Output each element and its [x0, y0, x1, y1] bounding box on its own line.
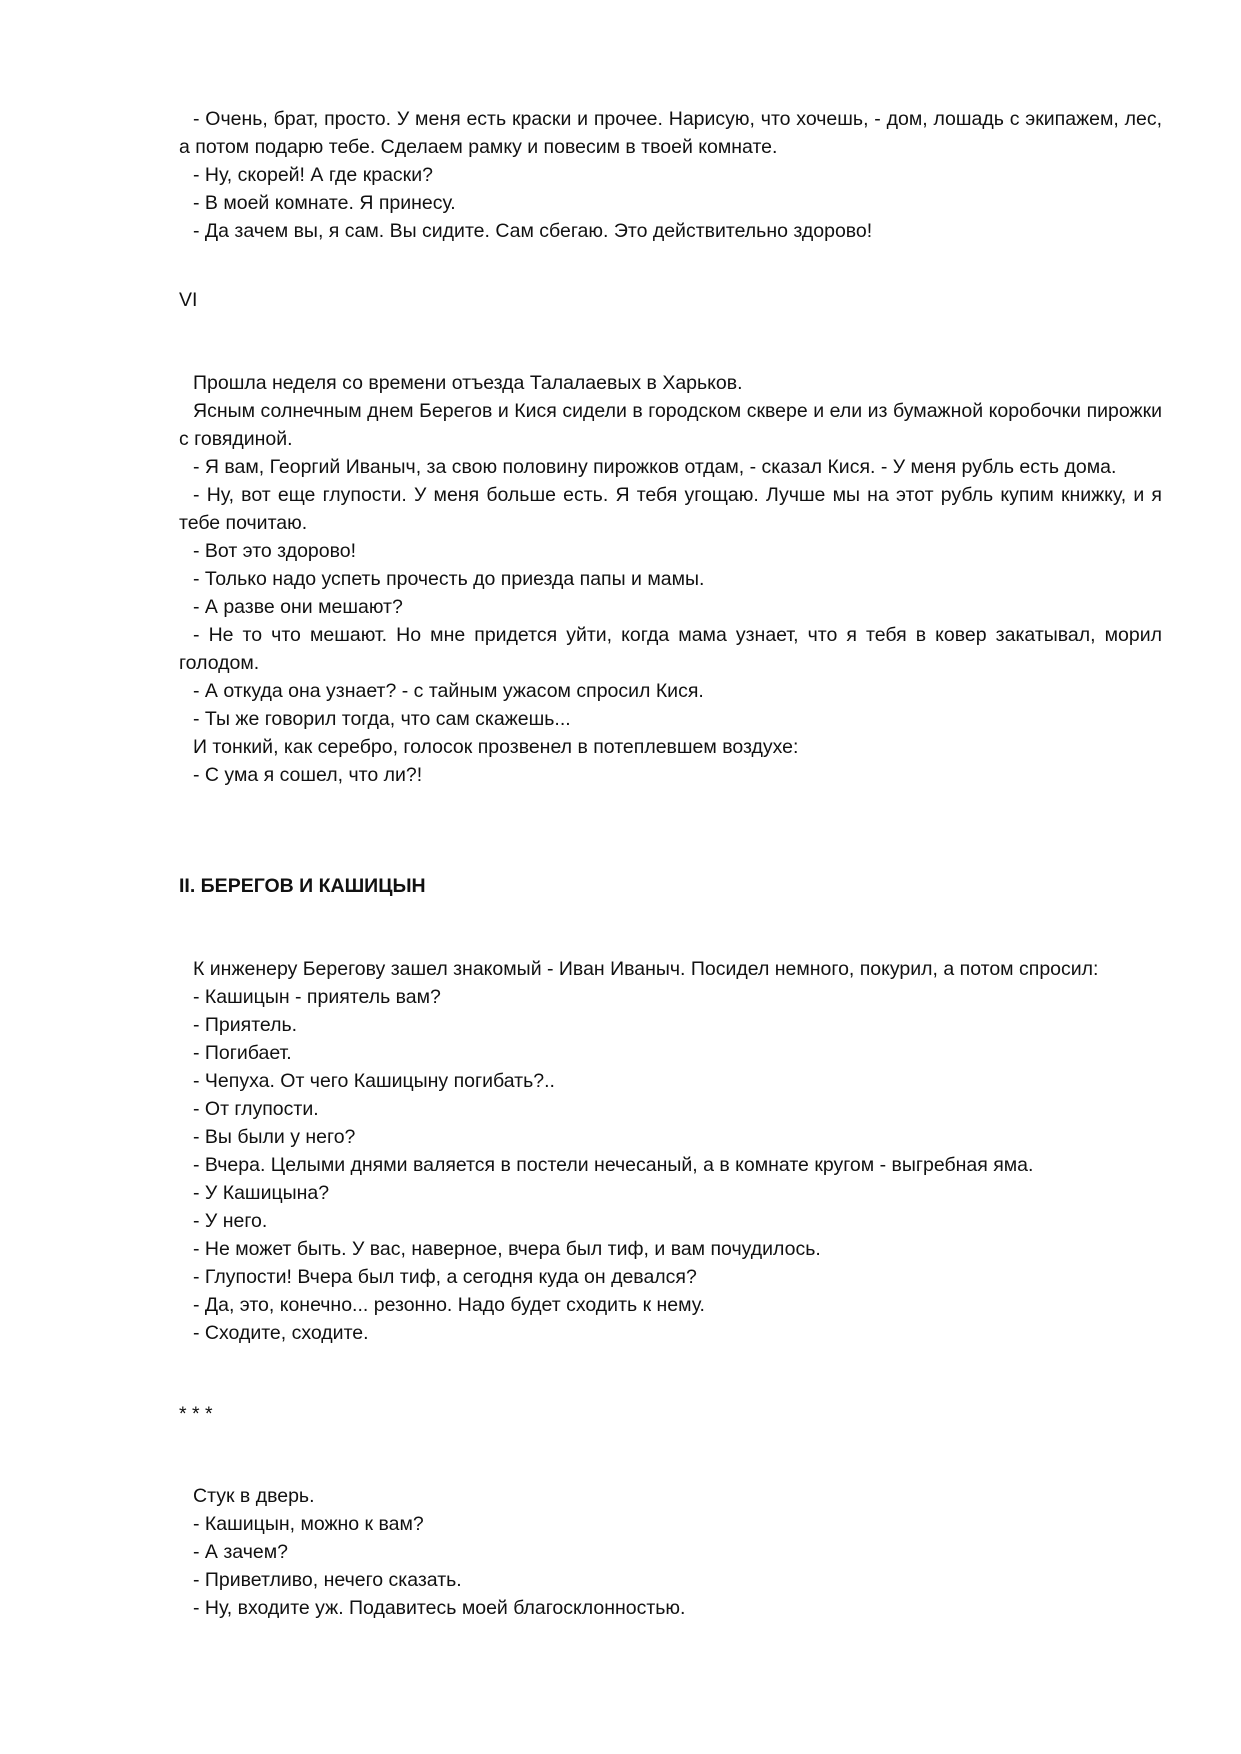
text-block-3 — [179, 955, 1162, 1347]
paragraph: - Приветливо, нечего сказать. — [193, 1569, 462, 1591]
paragraph: - Чепуха. От чего Кашицыну погибать?.. — [193, 1070, 555, 1092]
paragraph: - С ума я сошел, что ли?! — [193, 764, 423, 786]
paragraph: - Я вам, Георгий Иваныч, за свою половину пирожков отдам, - сказал Кися. - У меня рубль есть дома. — [193, 456, 1117, 478]
text-block-2 — [179, 369, 1162, 789]
paragraph: - Ну, входите уж. Подавитесь моей благосклонностью. — [193, 1597, 686, 1619]
paragraph: И тонкий, как серебро, голосок прозвенел в потеплевшем воздухе: — [193, 736, 799, 758]
section-marker-vi — [179, 286, 1162, 314]
paragraph: - Глупости! Вчера был тиф, а сегодня куда он девался? — [193, 1266, 697, 1288]
chapter-heading: II. БЕРЕГОВ И КАШИЦЫН — [179, 875, 426, 897]
separator-block — [179, 1400, 1162, 1428]
paragraph: - Очень, брат, просто. У меня есть краски и прочее. Нарисую, что хочешь, - дом, лошадь с экипажем, лес, а потом подарю тебе. Сделаем рамку и повесим в твоей комнате. — [179, 108, 1162, 158]
paragraph: - Да, это, конечно... резонно. Надо будет сходить к нему. — [193, 1294, 705, 1316]
paragraph: - А откуда она узнает? - с тайным ужасом спросил Кися. — [193, 680, 704, 702]
paragraph: Стук в дверь. — [193, 1485, 315, 1507]
paragraph: - А зачем? — [193, 1541, 288, 1563]
paragraph: - У Кашицына? — [193, 1182, 330, 1204]
paragraph: - Погибает. — [193, 1042, 292, 1064]
paragraph: - Кашицын, можно к вам? — [193, 1513, 424, 1535]
text-block-4 — [179, 1482, 1162, 1622]
paragraph: К инженеру Берегову зашел знакомый - Иван Иваныч. Посидел немного, покурил, а потом спросил: — [193, 958, 1099, 980]
section-number: VI — [179, 289, 198, 311]
chapter-heading-block — [179, 872, 1162, 900]
text-block-1 — [179, 105, 1162, 245]
paragraph: - Сходите, сходите. — [193, 1322, 369, 1344]
paragraph: - Не то что мешают. Но мне придется уйти, когда мама узнает, что я тебя в ковер закатывал, морил голодом. — [179, 624, 1162, 674]
paragraph: Ясным солнечным днем Берегов и Кися сидели в городском сквере и ели из бумажной коробочки пирожки с говядиной. — [179, 400, 1162, 450]
scene-separator: * * * — [179, 1403, 213, 1425]
paragraph: - От глупости. — [193, 1098, 319, 1120]
paragraph: - В моей комнате. Я принесу. — [193, 192, 456, 214]
paragraph: - Приятель. — [193, 1014, 298, 1036]
paragraph: - Ну, скорей! А где краски? — [193, 164, 433, 186]
paragraph: - А разве они мешают? — [193, 596, 403, 618]
paragraph: Прошла неделя со времени отъезда Талалаевых в Харьков. — [193, 372, 743, 394]
paragraph: - Только надо успеть прочесть до приезда папы и мамы. — [193, 568, 705, 590]
paragraph: - Вот это здорово! — [193, 540, 357, 562]
paragraph: - Ну, вот еще глупости. У меня больше есть. Я тебя угощаю. Лучше мы на этот рубль купим книжку, и я тебе почитаю. — [179, 484, 1162, 534]
paragraph: - Ты же говорил тогда, что сам скажешь... — [193, 708, 571, 730]
paragraph: - Не может быть. У вас, наверное, вчера был тиф, и вам почудилось. — [193, 1238, 821, 1260]
paragraph: - Вчера. Целыми днями валяется в постели нечесаный, а в комнате кругом - выгребная яма. — [193, 1154, 1034, 1176]
paragraph: - Кашицын - приятель вам? — [193, 986, 441, 1008]
paragraph: - У него. — [193, 1210, 268, 1232]
paragraph: - Да зачем вы, я сам. Вы сидите. Сам сбегаю. Это действительно здорово! — [193, 220, 873, 242]
paragraph: - Вы были у него? — [193, 1126, 356, 1148]
